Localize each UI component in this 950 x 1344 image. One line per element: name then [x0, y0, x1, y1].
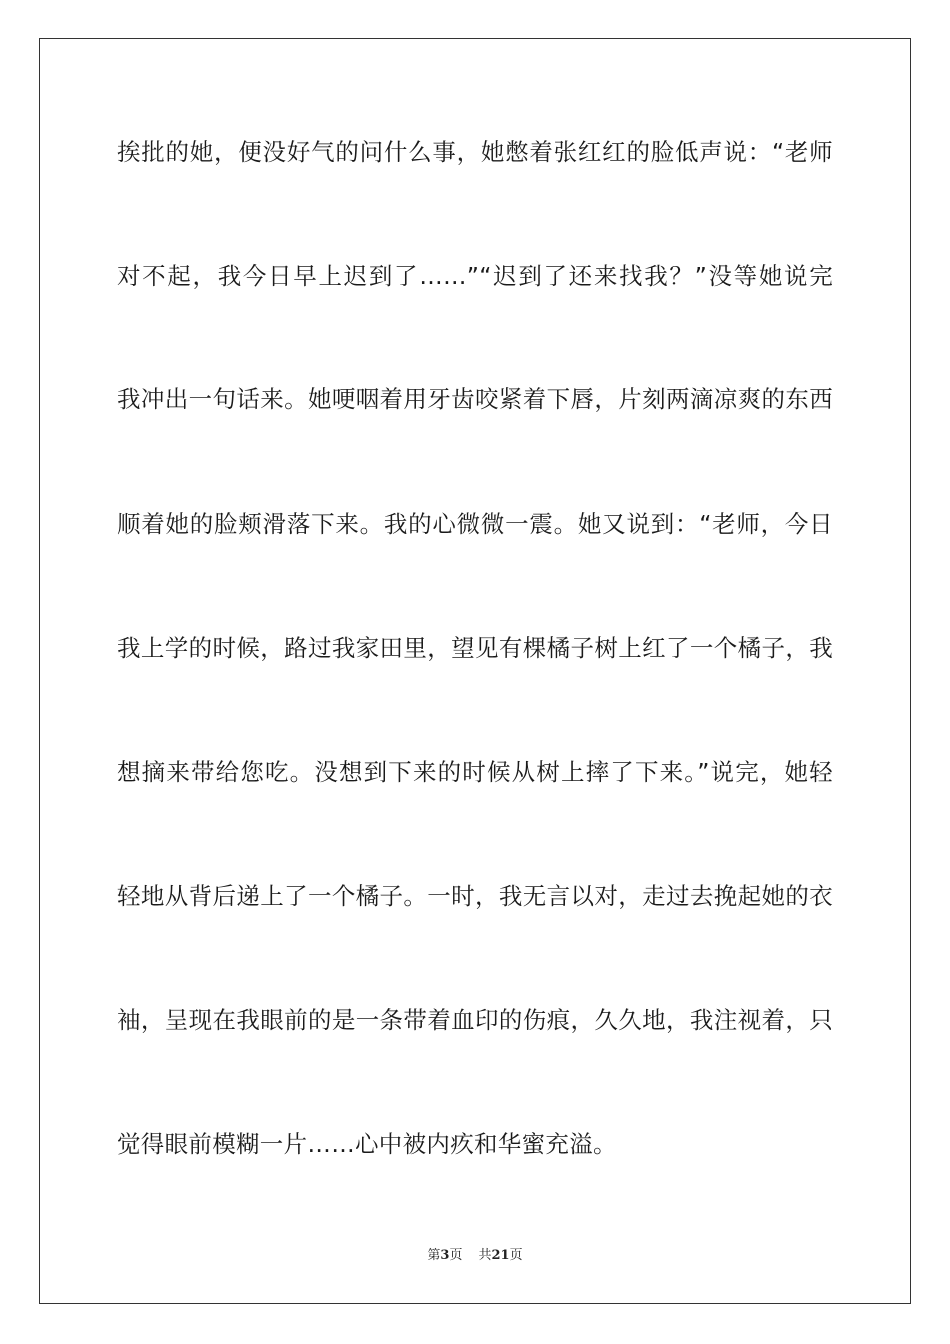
text-line-3: 我冲出一句话来。她哽咽着用牙齿咬紧着下唇，片刻两滴凉爽的东西: [117, 385, 833, 413]
text-line-9: 觉得眼前模糊一片……心中被内疚和华蜜充溢。: [117, 1130, 617, 1158]
text-line-5: 我上学的时候，路过我家田里，望见有棵橘子树上红了一个橘子，我: [117, 634, 833, 662]
text-line-6: 想摘来带给您吃。没想到下来的时候从树上摔了下来。”说完，她轻: [117, 758, 833, 786]
page-prefix: 第: [427, 1248, 441, 1263]
total-pages: 21: [491, 1248, 510, 1263]
text-line-1: 挨批的她，便没好气的问什么事，她憋着张红红的脸低声说：“老师: [117, 138, 833, 166]
page-number: 3: [440, 1248, 450, 1263]
page-border: [39, 38, 911, 1304]
text-line-2: 对不起，我今日早上迟到了……”“迟到了还来找我？”没等她说完: [117, 262, 833, 290]
text-line-7: 轻地从背后递上了一个橘子。一时，我无言以对，走过去挽起她的衣: [117, 882, 833, 910]
page-suffix: 页: [449, 1248, 463, 1263]
total-suffix: 页: [509, 1248, 523, 1263]
text-line-4: 顺着她的脸颊滑落下来。我的心微微一震。她又说到：“老师，今日: [117, 510, 833, 538]
page-footer: [0, 1247, 950, 1265]
text-line-8: 袖，呈现在我眼前的是一条带着血印的伤痕，久久地，我注视着，只: [117, 1006, 833, 1034]
total-prefix: 共: [478, 1248, 492, 1263]
